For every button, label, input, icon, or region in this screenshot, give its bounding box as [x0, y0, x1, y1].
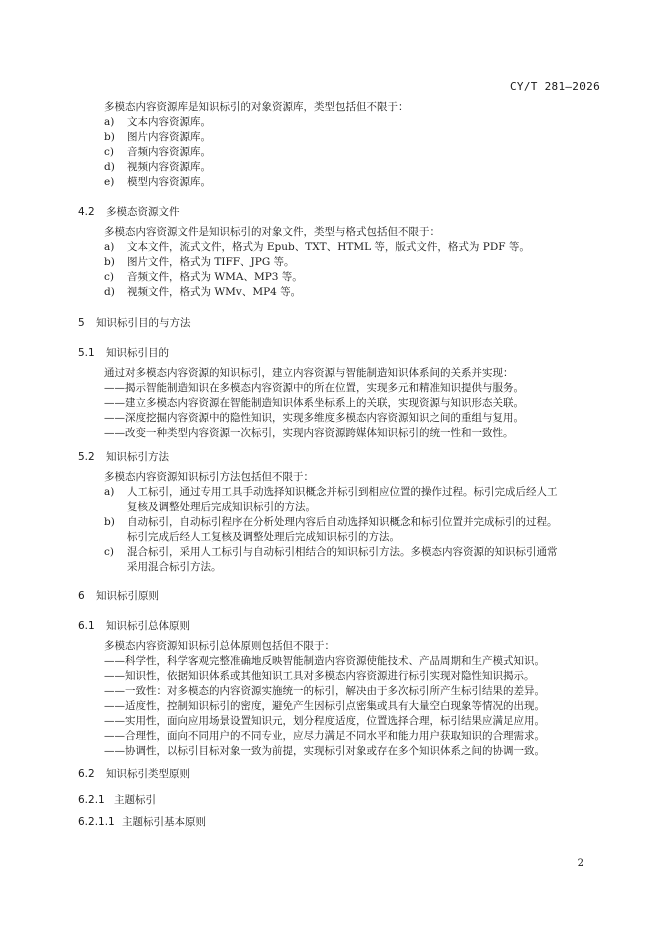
section-heading [78, 767, 190, 781]
dash-list-item: ——适度性，控制知识标引的密度，避免产生因标引点密集或具有大量空白现象等情况的出现。 [104, 700, 545, 712]
dash-list-item: ——深度挖掘内容资源中的隐性知识，实现多维度多模态内容资源知识之间的重组与复用。 [104, 412, 524, 424]
section-title: 知识标引总体原则 [106, 620, 190, 632]
dash-list-item: ——揭示智能制造知识在多模态内容资源中的所在位置，实现多元和精准知识提供与服务。 [104, 382, 524, 394]
section-title: 主题标引 [114, 794, 156, 806]
paragraph: 多模态内容资源库是知识标引的对象资源库，类型包括但不限于： [104, 101, 409, 113]
list-item-text: 人工标引，通过专用工具手动选择知识概念并标引到相应位置的操作过程。标引完成后经人工 [127, 486, 558, 498]
list-item [104, 285, 301, 299]
list-item-continuation: 标引完成后经人工复核及调整处理后完成知识标引的方法。 [127, 531, 400, 543]
list-marker: e) [104, 176, 115, 188]
list-item [104, 115, 211, 129]
section-heading [78, 346, 169, 360]
list-marker: b) [104, 516, 115, 528]
list-item [104, 160, 211, 174]
section-number: 5.1 [78, 347, 95, 359]
dash-list-item: ——知识性，依据知识体系或其他知识工具对多模态内容资源进行标引实现对隐性知识揭示。 [104, 670, 535, 682]
list-item-text: 音频文件，格式为 WMA、MP3 等。 [127, 271, 303, 283]
section-number: 6.2 [78, 768, 95, 780]
document-code: CY/T 281—2026 [510, 80, 600, 93]
section-number: 6.2.1 [78, 794, 105, 806]
section-number: 5 [78, 317, 85, 329]
list-item-text: 视频文件，格式为 WMv、MP4 等。 [127, 286, 302, 298]
list-marker: c) [104, 271, 114, 283]
list-item-continuation: 采用混合标引方法。 [127, 561, 222, 573]
list-item [104, 240, 530, 254]
section-heading [78, 450, 169, 464]
section-title: 知识标引目的 [106, 347, 169, 359]
list-item [104, 145, 211, 159]
list-item-text: 模型内容资源库。 [127, 176, 211, 188]
list-item [104, 175, 211, 189]
dash-list-item: ——科学性，科学客观完整准确地反映智能制造内容资源使能技术、产品周期和生产模式知识。 [104, 655, 545, 667]
list-item-text: 混合标引，采用人工标引与自动标引相结合的知识标引方法。多模态内容资源的知识标引通常 [127, 546, 558, 558]
list-item [104, 485, 558, 499]
list-marker: a) [104, 116, 115, 128]
section-heading [78, 815, 206, 829]
list-item-text: 自动标引，自动标引程序在分析处理内容后自动选择知识概念和标引位置并完成标引的过程。 [127, 516, 558, 528]
section-title: 知识标引目的与方法 [96, 317, 191, 329]
list-item-text: 图片文件，格式为 TIFF、JPG 等。 [127, 256, 295, 268]
dash-list-item: ——协调性，以标引目标对象一致为前提，实现标引对象或存在多个知识体系之间的协调一致。 [104, 745, 545, 757]
section-heading [78, 793, 156, 807]
section-number: 6.2.1.1 [78, 816, 115, 828]
list-item [104, 130, 211, 144]
section-title: 主题标引基本原则 [122, 816, 206, 828]
dash-list-item: ——一致性：对多模态的内容资源实施统一的标引，解决由于多次标引所产生标引结果的差异。 [104, 685, 545, 697]
list-item-text: 音频内容资源库。 [127, 146, 211, 158]
section-number: 6 [78, 590, 85, 602]
list-item [104, 255, 295, 269]
list-marker: a) [104, 241, 115, 253]
list-item-text: 图片内容资源库。 [127, 131, 211, 143]
section-number: 6.1 [78, 620, 95, 632]
list-item-text: 文本文件，流式文件，格式为 Epub、TXT、HTML 等，版式文件，格式为 PDF 等。 [127, 241, 530, 253]
section-title: 知识标引方法 [106, 451, 169, 463]
list-marker: b) [104, 131, 115, 143]
section-title: 知识标引类型原则 [106, 768, 190, 780]
section-heading [78, 619, 190, 633]
paragraph: 多模态内容资源文件是知识标引的对象文件，类型与格式包括但不限于： [104, 226, 440, 238]
section-heading [78, 589, 159, 603]
dash-list-item: ——实用性，面向应用场景设置知识元，划分程度适度，位置选择合理，标引结果应满足应用。 [104, 715, 545, 727]
section-heading [78, 316, 191, 330]
dash-list-item: ——建立多模态内容资源在智能制造知识体系坐标系上的关联，实现资源与知识形态关联。 [104, 397, 524, 409]
list-item [104, 545, 558, 559]
list-marker: d) [104, 161, 115, 173]
section-number: 5.2 [78, 451, 95, 463]
list-marker: b) [104, 256, 115, 268]
list-item-continuation: 复核及调整处理后完成知识标引的方法。 [127, 501, 316, 513]
paragraph: 通过对多模态内容资源的知识标引，建立内容资源与智能制造知识体系间的关系并实现： [104, 367, 514, 379]
list-item [104, 515, 558, 529]
list-marker: c) [104, 146, 114, 158]
list-marker: c) [104, 546, 114, 558]
section-title: 多模态资源文件 [106, 206, 180, 218]
section-heading [78, 205, 180, 219]
dash-list-item: ——合理性，面向不同用户的不同专业，应尽力满足不同水平和能力用户获取知识的合理需求。 [104, 730, 545, 742]
dash-list-item: ——改变一种类型内容资源一次标引，实现内容资源跨媒体知识标引的统一性和一致性。 [104, 427, 514, 439]
paragraph: 多模态内容资源知识标引方法包括但不限于： [104, 471, 314, 483]
list-marker: a) [104, 486, 115, 498]
list-item-text: 文本内容资源库。 [127, 116, 211, 128]
list-item-text: 视频内容资源库。 [127, 161, 211, 173]
section-title: 知识标引原则 [96, 590, 159, 602]
list-item [104, 270, 303, 284]
list-marker: d) [104, 286, 115, 298]
page-number: 2 [577, 858, 584, 869]
paragraph: 多模态内容资源知识标引总体原则包括但不限于： [104, 640, 335, 652]
section-number: 4.2 [78, 206, 95, 218]
